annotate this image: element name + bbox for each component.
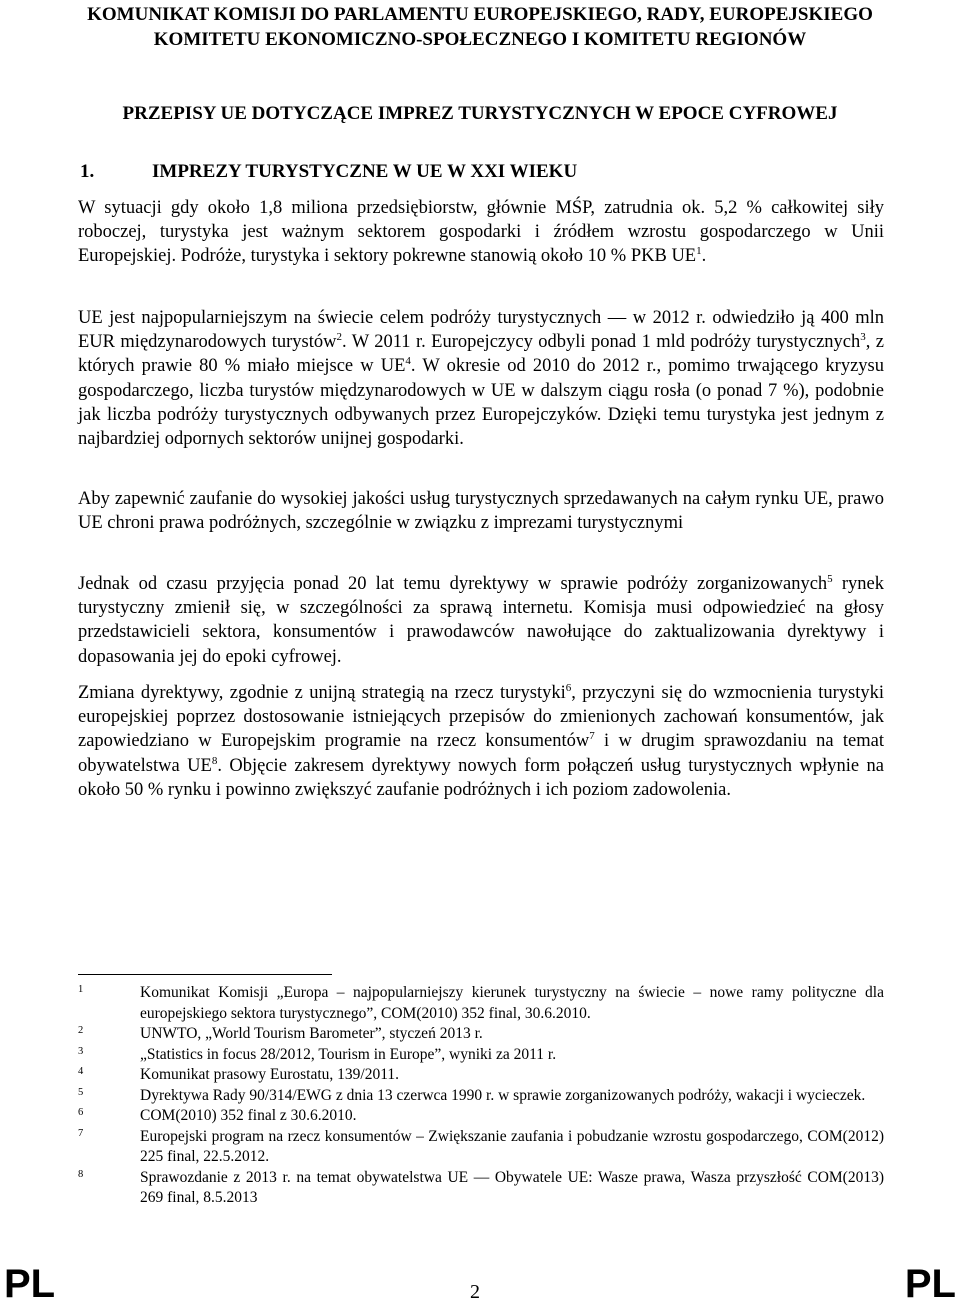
paragraph-2 [78, 306, 884, 451]
footnote-number: 6 [78, 1107, 84, 1118]
footnote-item [78, 1065, 884, 1086]
paragraph-2-text-d: . W okresie od 2010 do 2012 r., pomimo trwającego kryzysu gospodarczego, liczba turystów międzynarodowych w UE w dalszym ciągu rosła (o ponad 7 %), podobnie jak liczba podróży turystycznych odbywanych przez Europejczyków. Dzięki temu turystyka jest jednym z najbardziej odpornych sektorów unijnej gospodarki. [78, 356, 884, 450]
paragraph-2-text-a: UE jest najpopularniejszym na świecie celem podróży turystycznych — w 2012 r. odwiedziło ją 400 mln EUR międzynarodowych turystów [78, 308, 884, 353]
paragraph-1-end: . [701, 246, 707, 267]
section-number: 1. [80, 161, 95, 182]
footnote-ref-1[interactable]: 1 [696, 245, 702, 258]
footnote-item [78, 1086, 884, 1107]
paragraph-2-text-b: . W 2011 r. Europejczycy odbyli ponad 1 mld podróży turystycznych [341, 332, 861, 353]
footnote-ref-5[interactable]: 5 [827, 572, 833, 585]
footnote-ref-4[interactable]: 4 [405, 355, 411, 368]
paragraph-1-text: W sytuacji gdy około 1,8 miliona przedsiębiorstw, głównie MŚP, zatrudnia ok. 5,2 % całkowitej siły roboczej, turystyka jest ważnym sektorem gospodarki i źródłem wzrostu gospodarczego w Unii Europejskiej. Podróże, turystyka i sektory pokrewne stanowią około 10 % PKB UE [78, 198, 884, 267]
paragraph-3 [78, 487, 884, 535]
footnote-ref-8[interactable]: 8 [211, 754, 218, 767]
footnote-number: 1 [78, 984, 84, 995]
footnote-item [78, 1106, 884, 1127]
paragraph-3-text: Aby zapewnić zaufanie do wysokiej jakości usług turystycznych sprzedawanych na całym rynku UE, prawo UE chroni prawa podróżnych, szczególnie w związku z imprezami turystycznymi [78, 489, 884, 534]
footnote-item [78, 1045, 884, 1066]
paragraph-4 [78, 572, 884, 669]
footnote-text: UNWTO, „World Tourism Barometer”, styczeń 2013 r. [140, 1025, 483, 1042]
footnote-text: Europejski program na rzecz konsumentów – Zwiększanie zaufania i pobudzanie wzrostu gospodarczego, COM(2012) 225 final, 22.5.2012. [140, 1127, 884, 1165]
footnote-number: 3 [78, 1045, 84, 1057]
paragraph-5-text-b: , przyczyni się do wzmocnienia turystyki europejskiej poprzez dostosowanie istniejących przepisów do zmienionych zachowań konsumentów, jak zapowiedziano w Europejskim programie na rzecz konsumentów [78, 683, 884, 752]
footnote-number: 2 [78, 1025, 84, 1036]
footnote-item [78, 1168, 884, 1209]
language-code-left: PL [4, 1262, 56, 1306]
footnote-separator [78, 974, 332, 975]
paragraph-1 [78, 196, 884, 269]
paragraph-4-text-b: rynek turystyczny zmienił się, w szczególności za sprawą internetu. Komisja musi odpowiedzieć na głosy przedstawicieli sektora, konsumentów i prawodawców nawołujące do zaktualizowania dyrektywy i dopasowania jej do epoki cyfrowej. [78, 574, 884, 667]
footnote-number: 5 [78, 1086, 84, 1098]
paragraph-5-text-d: . Objęcie zakresem dyrektywy nowych form połączeń usług turystycznych wpłynie na około 50 % rynku i powinno zwiększyć zaufanie podróżnych i ich poziom zadowolenia. [78, 755, 884, 800]
footnote-item [78, 1127, 884, 1168]
footnote-text: „Statistics in focus 28/2012, Tourism in Europe”, wyniki za 2011 r. [140, 1045, 557, 1063]
footnote-item [78, 1024, 884, 1045]
footnote-ref-6[interactable]: 6 [565, 681, 572, 694]
language-code-right: PL [904, 1262, 956, 1306]
footnote-number: 7 [78, 1127, 84, 1139]
paragraph-5-text-c: i w drugim sprawozdaniu na temat obywatelstwa UE [78, 731, 884, 776]
footnote-text: COM(2010) 352 final z 30.6.2010. [140, 1107, 357, 1124]
paragraph-5 [78, 681, 884, 802]
paragraph-2-text-c: , z których prawie 80 % miało miejsce w UE [78, 332, 885, 377]
footnote-number: 4 [78, 1066, 84, 1077]
paragraph-5-text-a: Zmiana dyrektywy, zgodnie z unijną strategią na rzecz turystyki [78, 683, 566, 703]
page-number: 2 [470, 1281, 480, 1303]
footnote-ref-2[interactable]: 2 [336, 331, 342, 344]
footnote-item [78, 983, 884, 1024]
footnote-number: 8 [78, 1168, 84, 1180]
section-heading [80, 159, 577, 184]
document-subtitle: PRZEPISY UE DOTYCZĄCE IMPREZ TURYSTYCZNYCH W EPOCE CYFROWEJ [122, 103, 838, 124]
paragraph-4-text-a: Jednak od czasu przyjęcia ponad 20 lat temu dyrektywy w sprawie podróży zorganizowanych [78, 574, 828, 594]
section-title: IMPREZY TURYSTYCZNE W UE W XXI WIEKU [152, 161, 578, 182]
document-title: KOMUNIKAT KOMISJI DO PARLAMENTU EUROPEJSKIEGO, RADY, EUROPEJSKIEGO KOMITETU EKONOMICZNO-SPOŁECZNEGO I KOMITETU REGIONÓW [87, 4, 873, 50]
footnote-text: Dyrektywa Rady 90/314/EWG z dnia 13 czerwca 1990 r. w sprawie zorganizowanych podróży, wakacji i wycieczek. [140, 1086, 866, 1104]
footnote-text: Komunikat prasowy Eurostatu, 139/2011. [140, 1066, 400, 1083]
footnote-text: Komunikat Komisji „Europa – najpopularniejszy kierunek turystyczny na świecie – nowe ramy polityczne dla europejskiego sektora turystycznego”, COM(2010) 352 final, 30.6.2010. [140, 984, 884, 1022]
footnote-ref-3[interactable]: 3 [860, 331, 866, 344]
footnote-ref-7[interactable]: 7 [589, 730, 595, 743]
footnotes [78, 983, 884, 1209]
footnote-text: Sprawozdanie z 2013 r. na temat obywatelstwa UE — Obywatele UE: Wasze prawa, Wasza przyszłość COM(2013) 269 final, 8.5.2013 [140, 1168, 884, 1206]
